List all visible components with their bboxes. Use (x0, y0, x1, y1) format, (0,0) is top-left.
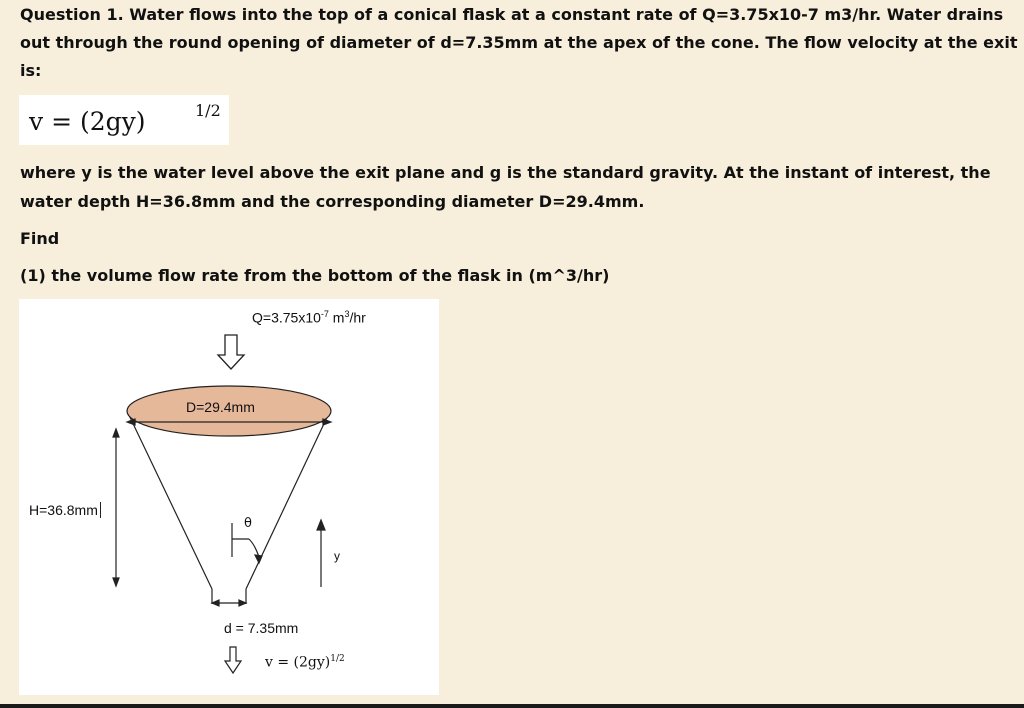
y-label: y (334, 549, 340, 563)
bottom-border (0, 704, 1024, 708)
theta-label: θ (244, 516, 252, 531)
description-line-1: where y is the water level above the exit plane and g is the standard gravity. At the instant of interest, the (20, 163, 991, 182)
formula-box (19, 95, 229, 145)
exit-diameter-label: d = 7.35mm (224, 620, 299, 636)
y-level-arrow (317, 520, 325, 587)
find-label: Find (20, 229, 60, 248)
exit-velocity-label: $v = (2gy)^{1/2}$ (265, 654, 345, 671)
outflow-arrow-icon (225, 647, 241, 673)
question-line-1: Question 1. Water flows into the top of a conical flask at a constant rate of Q=3.75x10-7 m3/hr. Water drains (20, 5, 1004, 24)
formula-main: v = (2gy) (29, 107, 146, 136)
formula-exponent: 1/2 (195, 101, 221, 120)
top-diameter-label: D=29.4mm (186, 399, 255, 415)
part-1-text: (1) the volume flow rate from the bottom of the flask in (m^3/hr) (20, 266, 610, 285)
height-arrow (113, 429, 119, 586)
question-line-3: is: (20, 61, 42, 80)
cone-walls (127, 411, 330, 604)
inflow-arrow-icon (218, 335, 244, 369)
description-line-2: water depth H=36.8mm and the corresponding diameter D=29.4mm. (20, 192, 645, 211)
flow-rate-label: $Q=3.75x10^{-7}$ $m^3/hr$ (252, 309, 366, 326)
conical-flask-figure (19, 299, 439, 695)
exit-diameter-arrow (212, 600, 246, 606)
question-line-2: out through the round opening of diameter of d=7.35mm at the apex of the cone. The flow velocity at the exit (20, 33, 1018, 52)
height-label: H=36.8mm (29, 502, 101, 518)
